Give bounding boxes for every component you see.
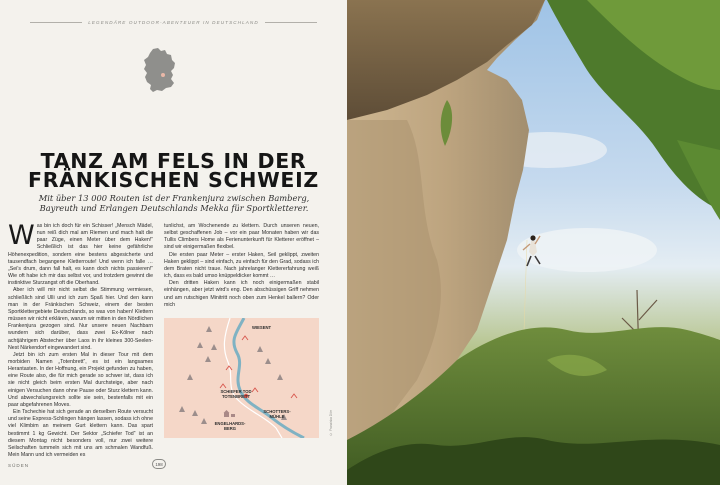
text-column-1 (8, 220, 153, 459)
paragraph: Jetzt bin ich zum ersten Mal in dieser Tour mit dem morbiden Namen „Totenbrett“, es ist ein langsames Herantasten. In der Hoffnung, ein Projekt gefunden zu haben, eine Route also, die für mich gerade so schwer ist, dass ich sie nicht gleich beim ersten Mal durchsteige, aber nach einigen Versuchen dann ohne Pause oder Sturz klettern kann. Und abwechslungsreich sollte sie sein, bestenfalls mit ein paar abgefahrenen Moves. (8, 351, 153, 408)
article-subtitle: Mit über 13 000 Routen ist der Frankenjura zwischen Bamberg, Bayreuth und Erlangen Deutschlands Mekka für Sportkletterer. (38, 193, 310, 213)
map-label-totenbrett-line: TOTENBRETT (221, 393, 251, 399)
location-marker-icon (161, 73, 165, 77)
title-line-1: TANZ AM FELS IN DER (40, 149, 307, 173)
drop-cap: W (8, 220, 35, 251)
map-label-schottersmuehle (259, 410, 295, 420)
map-label-schiefer-tod (206, 390, 266, 400)
paragraph: Aber ich will mir nicht selbst die Stimmung vermiesen, schließlich sind Ulli und ich zum Spaß hier. Und den kann man in der Fränkischen Schweiz, einem der besten Sportklettergebiete Deutschlands, so was von haben! Klettern müssen wir nicht erklären, warum wir mitten in den Nördlichen Frankenjura gezogen sind. Nur unsere neuen Nachbarn wundern sich darüber, dass zwei Ex-Kölner nach achtjährigem Abstecher über Laos in ihr kleines 300-Seelen-Nest Närkendorf eingewandert sind. (8, 287, 153, 351)
header-tagline: LEGENDÄRE OUTDOOR-ABENTEUER IN DEUTSCHLAND (88, 20, 259, 25)
paragraph: Ein Tschechie hat sich gerade an derselben Route versucht und seine Express-Schlingen hängen lassen, sodass ich ohne viel Klimbim an meinem Gurt klettern kann. Das spart bestimmt 1 kg Gewicht. Der Sektor „Schiefer Tod“ ist an diesem Montag nicht besonders voll, nur zwei weitere Seilschaften tummeln sich mit uns am schmalen Wandfuß. Mein Mann und ich vermeiden es (8, 409, 153, 458)
river-line (234, 318, 304, 438)
crag-icon (291, 394, 297, 398)
left-page (0, 0, 347, 485)
germany-map-icon (141, 47, 177, 93)
tree-icon (179, 406, 185, 412)
tree-icon (257, 346, 263, 352)
map-label-schiefer-tod-line: SCHIEFER TOD (220, 389, 252, 394)
route-map-drawing (164, 318, 319, 438)
tree-icon (192, 410, 198, 416)
crag-icon (226, 366, 232, 370)
map-label-engelhardsberg-line1: ENGELHARDS- (214, 421, 246, 426)
paragraph: Die ersten paar Meter – erster Haken, Seil geklippt, zweiten Haken geklippt – sind einfach, zu einfach für den Grad, sodass ich dem Braten nicht traue. Nach jahrelanger Klettererfahrung weiß ich, dass es bald umso knüppeldicker kommt … (164, 251, 319, 280)
photo-credit: © Franziska Dörr (329, 410, 333, 436)
tree-icon (187, 374, 193, 380)
tree-icon (205, 356, 211, 362)
paragraph: as bin ich doch für ein Schisser! „Mensch Mädel, nun reiß dich mal am Riemen und mach halt die paar Züge, einen Meter über dem Haken!“ Schließlich ist das hier keine gefährliche Höhenexpedition, sondern eine bestens abgesicherte und tausendfach begangene Kletterroute! Und wenn ich falle … „Sei's drum, dann fall halt, es kann doch nichts passieren!“ Wie oft habe ich mir das selbst vor, und trotzdem gewinnt die instinktive Sturzangst oft die Oberhand. (8, 223, 153, 287)
climbing-photo (347, 0, 720, 485)
tree-icon (197, 342, 203, 348)
running-header (0, 20, 347, 25)
paragraph: Den dritten Haken kann ich noch einigermaßen stabil einhängen, aber jetzt wird's eng. Den abschüssigen Griff nehmen und am rutschigen Minitritt noch oben zum Henkel ballern? Oder mich (164, 280, 319, 308)
crag-icon (242, 336, 248, 340)
photo-illustration (347, 0, 720, 485)
section-footer: SÜDEN (8, 463, 30, 468)
header-rule-left (30, 22, 82, 23)
cloud-shape (517, 228, 657, 272)
page-number: 198 (152, 459, 166, 469)
crag-icon (220, 384, 226, 388)
tree-icon (211, 344, 217, 350)
tree-icon (265, 358, 271, 364)
map-label-schottersmuehle-line1: SCHOTTERS- (263, 409, 291, 414)
header-rule-right (265, 22, 317, 23)
text-column-2 (164, 223, 319, 309)
map-label-wiesent: WIESENT (252, 325, 272, 330)
tree-icon (206, 326, 212, 332)
map-label-engelhardsberg-line2: BERG (223, 425, 237, 431)
village-icon (224, 410, 236, 417)
paragraph: tunlichst, am Wochenende zu klettern. Durch unseren neuen, selbst geschaffenen Job – vor ein paar Monaten haben wir das Tullis Climbers Home als Ferienunterkunft für Kletterer eröffnet – sind wir einigermaßen flexibel. (164, 223, 319, 251)
tree-icon (277, 374, 283, 380)
map-label-engelhardsberg (210, 422, 250, 432)
article-title (0, 149, 347, 192)
route-map (164, 318, 319, 438)
tree-icon (201, 418, 207, 424)
title-line-2: FRÄNKISCHEN SCHWEIZ (28, 168, 319, 192)
map-label-schottersmuehle-line2: MÜHLE (269, 413, 285, 419)
